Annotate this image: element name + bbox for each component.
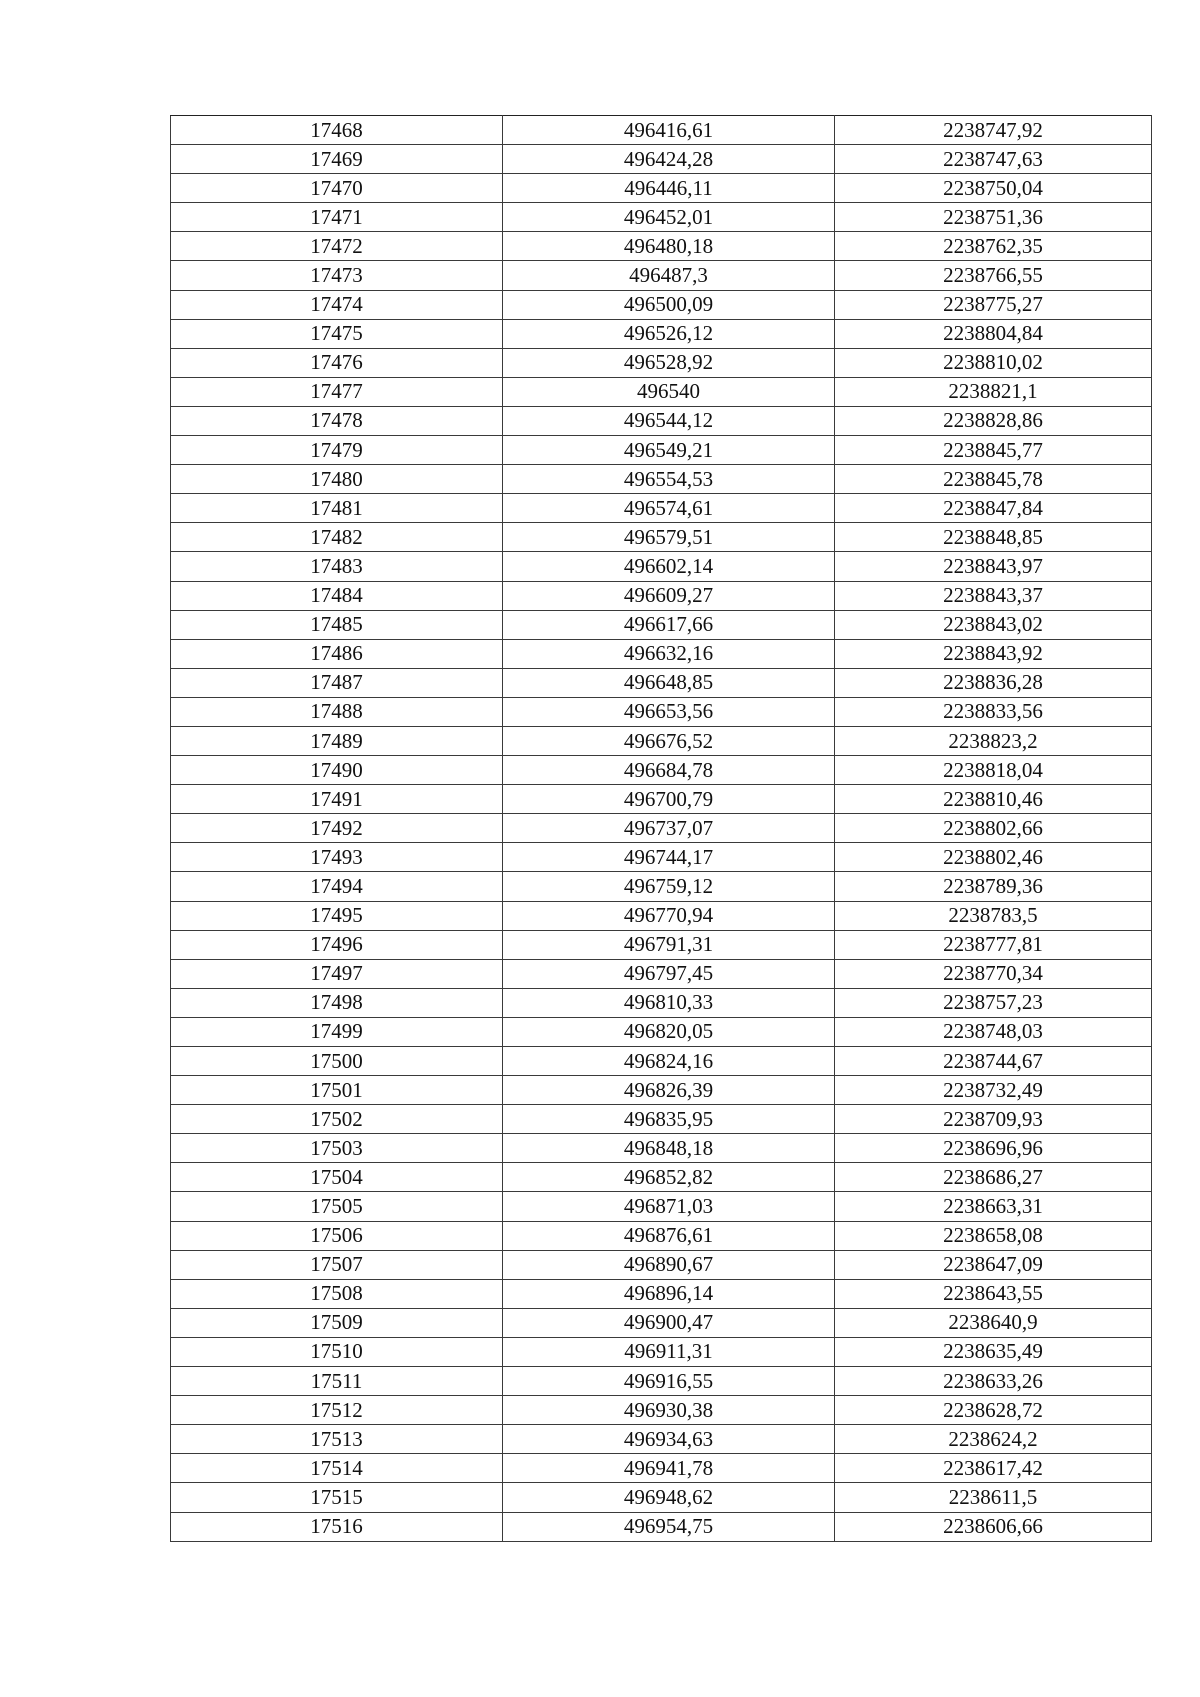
table-row	[171, 377, 1152, 406]
table-row	[171, 756, 1152, 785]
point-number-cell: 17487	[171, 668, 503, 697]
table-row	[171, 319, 1152, 348]
table-row	[171, 436, 1152, 465]
y-coordinate-cell: 2238843,37	[835, 581, 1152, 610]
x-coordinate-cell: 496574,61	[503, 494, 835, 523]
table-row	[171, 1192, 1152, 1221]
y-coordinate-cell: 2238777,81	[835, 930, 1152, 959]
point-number-cell: 17481	[171, 494, 503, 523]
y-coordinate-cell: 2238744,67	[835, 1047, 1152, 1076]
x-coordinate-cell: 496744,17	[503, 843, 835, 872]
y-coordinate-cell: 2238617,42	[835, 1454, 1152, 1483]
point-number-cell: 17512	[171, 1396, 503, 1425]
y-coordinate-cell: 2238766,55	[835, 261, 1152, 290]
y-coordinate-cell: 2238748,03	[835, 1017, 1152, 1046]
table-row	[171, 1163, 1152, 1192]
y-coordinate-cell: 2238833,56	[835, 697, 1152, 726]
y-coordinate-cell: 2238845,77	[835, 436, 1152, 465]
y-coordinate-cell: 2238804,84	[835, 319, 1152, 348]
table-row	[171, 1454, 1152, 1483]
x-coordinate-cell: 496554,53	[503, 465, 835, 494]
point-number-cell: 17491	[171, 785, 503, 814]
point-number-cell: 17514	[171, 1454, 503, 1483]
point-number-cell: 17516	[171, 1512, 503, 1541]
x-coordinate-cell: 496609,27	[503, 581, 835, 610]
table-row	[171, 1047, 1152, 1076]
table-row	[171, 1017, 1152, 1046]
table-row	[171, 1250, 1152, 1279]
x-coordinate-cell: 496797,45	[503, 959, 835, 988]
x-coordinate-cell: 496700,79	[503, 785, 835, 814]
x-coordinate-cell: 496452,01	[503, 203, 835, 232]
x-coordinate-cell: 496954,75	[503, 1512, 835, 1541]
y-coordinate-cell: 2238783,5	[835, 901, 1152, 930]
y-coordinate-cell: 2238696,96	[835, 1134, 1152, 1163]
table-row	[171, 116, 1152, 145]
x-coordinate-cell: 496544,12	[503, 406, 835, 435]
x-coordinate-cell: 496820,05	[503, 1017, 835, 1046]
table-row	[171, 261, 1152, 290]
x-coordinate-cell: 496900,47	[503, 1308, 835, 1337]
point-number-cell: 17493	[171, 843, 503, 872]
y-coordinate-cell: 2238823,2	[835, 726, 1152, 755]
y-coordinate-cell: 2238747,63	[835, 145, 1152, 174]
table-row	[171, 174, 1152, 203]
x-coordinate-cell: 496916,55	[503, 1367, 835, 1396]
x-coordinate-cell: 496930,38	[503, 1396, 835, 1425]
y-coordinate-cell: 2238747,92	[835, 116, 1152, 145]
y-coordinate-cell: 2238624,2	[835, 1425, 1152, 1454]
point-number-cell: 17489	[171, 726, 503, 755]
point-number-cell: 17470	[171, 174, 503, 203]
x-coordinate-cell: 496528,92	[503, 348, 835, 377]
table-row	[171, 552, 1152, 581]
table-row	[171, 1279, 1152, 1308]
point-number-cell: 17468	[171, 116, 503, 145]
y-coordinate-cell: 2238750,04	[835, 174, 1152, 203]
x-coordinate-cell: 496684,78	[503, 756, 835, 785]
point-number-cell: 17498	[171, 988, 503, 1017]
x-coordinate-cell: 496948,62	[503, 1483, 835, 1512]
point-number-cell: 17500	[171, 1047, 503, 1076]
y-coordinate-cell: 2238628,72	[835, 1396, 1152, 1425]
table-row	[171, 901, 1152, 930]
y-coordinate-cell: 2238770,34	[835, 959, 1152, 988]
x-coordinate-cell: 496500,09	[503, 290, 835, 319]
x-coordinate-cell: 496653,56	[503, 697, 835, 726]
y-coordinate-cell: 2238757,23	[835, 988, 1152, 1017]
table-row	[171, 232, 1152, 261]
point-number-cell: 17484	[171, 581, 503, 610]
table-row	[171, 843, 1152, 872]
y-coordinate-cell: 2238732,49	[835, 1076, 1152, 1105]
y-coordinate-cell: 2238686,27	[835, 1163, 1152, 1192]
x-coordinate-cell: 496848,18	[503, 1134, 835, 1163]
point-number-cell: 17497	[171, 959, 503, 988]
point-number-cell: 17482	[171, 523, 503, 552]
y-coordinate-cell: 2238640,9	[835, 1308, 1152, 1337]
point-number-cell: 17483	[171, 552, 503, 581]
y-coordinate-cell: 2238828,86	[835, 406, 1152, 435]
point-number-cell: 17506	[171, 1221, 503, 1250]
point-number-cell: 17511	[171, 1367, 503, 1396]
x-coordinate-cell: 496896,14	[503, 1279, 835, 1308]
point-number-cell: 17502	[171, 1105, 503, 1134]
point-number-cell: 17479	[171, 436, 503, 465]
x-coordinate-cell: 496890,67	[503, 1250, 835, 1279]
table-row	[171, 203, 1152, 232]
y-coordinate-cell: 2238789,36	[835, 872, 1152, 901]
x-coordinate-cell: 496487,3	[503, 261, 835, 290]
x-coordinate-cell: 496416,61	[503, 116, 835, 145]
y-coordinate-cell: 2238802,66	[835, 814, 1152, 843]
table-row	[171, 523, 1152, 552]
point-number-cell: 17475	[171, 319, 503, 348]
point-number-cell: 17472	[171, 232, 503, 261]
x-coordinate-cell: 496549,21	[503, 436, 835, 465]
point-number-cell: 17504	[171, 1163, 503, 1192]
x-coordinate-cell: 496540	[503, 377, 835, 406]
x-coordinate-cell: 496876,61	[503, 1221, 835, 1250]
x-coordinate-cell: 496759,12	[503, 872, 835, 901]
table-row	[171, 872, 1152, 901]
table-row	[171, 494, 1152, 523]
table-row	[171, 1512, 1152, 1541]
x-coordinate-cell: 496824,16	[503, 1047, 835, 1076]
y-coordinate-cell: 2238751,36	[835, 203, 1152, 232]
point-number-cell: 17477	[171, 377, 503, 406]
table-row	[171, 785, 1152, 814]
point-number-cell: 17508	[171, 1279, 503, 1308]
x-coordinate-cell: 496579,51	[503, 523, 835, 552]
point-number-cell: 17473	[171, 261, 503, 290]
point-number-cell: 17496	[171, 930, 503, 959]
point-number-cell: 17480	[171, 465, 503, 494]
table-row	[171, 1221, 1152, 1250]
x-coordinate-cell: 496934,63	[503, 1425, 835, 1454]
point-number-cell: 17474	[171, 290, 503, 319]
table-body	[171, 116, 1152, 1542]
point-number-cell: 17510	[171, 1337, 503, 1366]
point-number-cell: 17515	[171, 1483, 503, 1512]
x-coordinate-cell: 496676,52	[503, 726, 835, 755]
table-row	[171, 465, 1152, 494]
y-coordinate-cell: 2238810,02	[835, 348, 1152, 377]
x-coordinate-cell: 496446,11	[503, 174, 835, 203]
table-row	[171, 1367, 1152, 1396]
x-coordinate-cell: 496526,12	[503, 319, 835, 348]
table-row	[171, 1483, 1152, 1512]
x-coordinate-cell: 496810,33	[503, 988, 835, 1017]
table-row	[171, 697, 1152, 726]
point-number-cell: 17513	[171, 1425, 503, 1454]
table-row	[171, 814, 1152, 843]
y-coordinate-cell: 2238709,93	[835, 1105, 1152, 1134]
table-row	[171, 1076, 1152, 1105]
point-number-cell: 17476	[171, 348, 503, 377]
table-row	[171, 1337, 1152, 1366]
table-row	[171, 581, 1152, 610]
y-coordinate-cell: 2238635,49	[835, 1337, 1152, 1366]
point-number-cell: 17492	[171, 814, 503, 843]
y-coordinate-cell: 2238843,02	[835, 610, 1152, 639]
y-coordinate-cell: 2238611,5	[835, 1483, 1152, 1512]
point-number-cell: 17499	[171, 1017, 503, 1046]
y-coordinate-cell: 2238810,46	[835, 785, 1152, 814]
x-coordinate-cell: 496617,66	[503, 610, 835, 639]
point-number-cell: 17503	[171, 1134, 503, 1163]
point-number-cell: 17478	[171, 406, 503, 435]
table-row	[171, 1134, 1152, 1163]
y-coordinate-cell: 2238845,78	[835, 465, 1152, 494]
point-number-cell: 17490	[171, 756, 503, 785]
y-coordinate-cell: 2238843,97	[835, 552, 1152, 581]
table-row	[171, 639, 1152, 668]
table-row	[171, 406, 1152, 435]
point-number-cell: 17494	[171, 872, 503, 901]
x-coordinate-cell: 496737,07	[503, 814, 835, 843]
point-number-cell: 17501	[171, 1076, 503, 1105]
x-coordinate-cell: 496480,18	[503, 232, 835, 261]
y-coordinate-cell: 2238633,26	[835, 1367, 1152, 1396]
point-number-cell: 17507	[171, 1250, 503, 1279]
y-coordinate-cell: 2238818,04	[835, 756, 1152, 785]
x-coordinate-cell: 496835,95	[503, 1105, 835, 1134]
point-number-cell: 17505	[171, 1192, 503, 1221]
table-row	[171, 988, 1152, 1017]
table-row	[171, 1425, 1152, 1454]
y-coordinate-cell: 2238848,85	[835, 523, 1152, 552]
table-row	[171, 1308, 1152, 1337]
y-coordinate-cell: 2238663,31	[835, 1192, 1152, 1221]
table-row	[171, 959, 1152, 988]
x-coordinate-cell: 496911,31	[503, 1337, 835, 1366]
table-row	[171, 930, 1152, 959]
y-coordinate-cell: 2238821,1	[835, 377, 1152, 406]
y-coordinate-cell: 2238847,84	[835, 494, 1152, 523]
table-row	[171, 348, 1152, 377]
x-coordinate-cell: 496770,94	[503, 901, 835, 930]
y-coordinate-cell: 2238762,35	[835, 232, 1152, 261]
point-number-cell: 17469	[171, 145, 503, 174]
point-number-cell: 17471	[171, 203, 503, 232]
y-coordinate-cell: 2238775,27	[835, 290, 1152, 319]
coordinates-table	[170, 115, 1152, 1542]
point-number-cell: 17486	[171, 639, 503, 668]
x-coordinate-cell: 496871,03	[503, 1192, 835, 1221]
point-number-cell: 17488	[171, 697, 503, 726]
y-coordinate-cell: 2238647,09	[835, 1250, 1152, 1279]
y-coordinate-cell: 2238643,55	[835, 1279, 1152, 1308]
table-row	[171, 145, 1152, 174]
point-number-cell: 17509	[171, 1308, 503, 1337]
y-coordinate-cell: 2238843,92	[835, 639, 1152, 668]
table-row	[171, 290, 1152, 319]
x-coordinate-cell: 496632,16	[503, 639, 835, 668]
table-row	[171, 726, 1152, 755]
y-coordinate-cell: 2238606,66	[835, 1512, 1152, 1541]
x-coordinate-cell: 496602,14	[503, 552, 835, 581]
x-coordinate-cell: 496648,85	[503, 668, 835, 697]
x-coordinate-cell: 496791,31	[503, 930, 835, 959]
table-row	[171, 668, 1152, 697]
x-coordinate-cell: 496941,78	[503, 1454, 835, 1483]
point-number-cell: 17485	[171, 610, 503, 639]
x-coordinate-cell: 496852,82	[503, 1163, 835, 1192]
x-coordinate-cell: 496424,28	[503, 145, 835, 174]
table-row	[171, 1105, 1152, 1134]
table-row	[171, 1396, 1152, 1425]
point-number-cell: 17495	[171, 901, 503, 930]
y-coordinate-cell: 2238802,46	[835, 843, 1152, 872]
y-coordinate-cell: 2238836,28	[835, 668, 1152, 697]
y-coordinate-cell: 2238658,08	[835, 1221, 1152, 1250]
table-row	[171, 610, 1152, 639]
x-coordinate-cell: 496826,39	[503, 1076, 835, 1105]
